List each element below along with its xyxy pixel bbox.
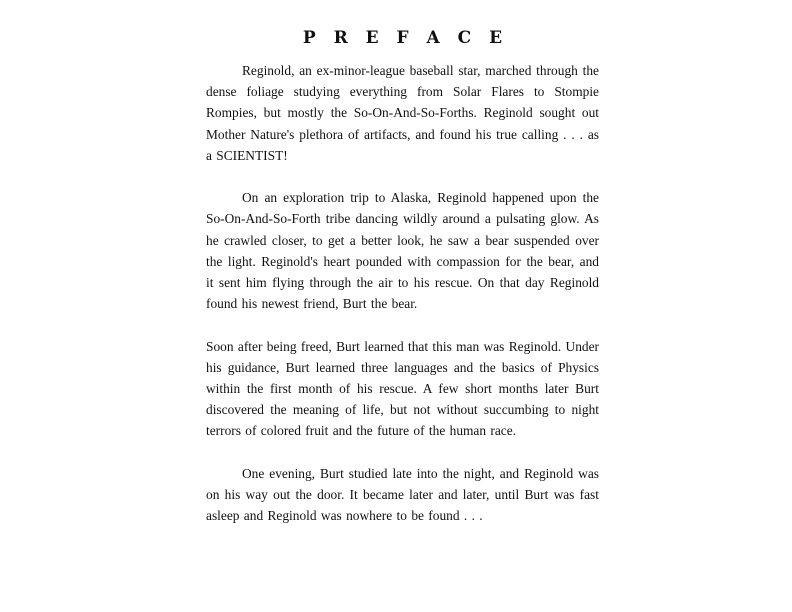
paragraph-3: Soon after being freed, Burt learned that this man was Reginold. Under his guidance, Burt learned three languages and the basics of Physics within the first month of his rescue. A few short months later Burt discovered the meaning of life, but not without succumbing to night terrors of colored fruit and the future of the human race. bbox=[206, 338, 599, 439]
paragraph-4: One evening, Burt studied late into the night, and Reginold was on his way out the door. It became later and later, until Burt was fast asleep and Reginold was nowhere to be found . . . bbox=[206, 465, 599, 524]
page-title: P R E F A C E bbox=[302, 28, 509, 48]
paragraph-2: On an exploration trip to Alaska, Reginold happened upon the So-On-And-So-Forth tribe dancing wildly around a pulsating glow. As he crawled closer, to get a better look, he saw a bear suspended over the light. Reginold's heart pounded with compassion for the bear, and it sent him flying through the air to his rescue. On that day Reginold found his newest friend, Burt the bear. bbox=[206, 190, 599, 312]
paragraph-1: Reginold, an ex-minor-league baseball star, marched through the dense foliage studying everything from Solar Flares to Stompie Rompies, but mostly the So-On-And-So-Forths. Reginold sought out Mother Nature's plethora of artifacts, and found his true calling . . . as a SCIENTIST! bbox=[206, 63, 599, 163]
document-page bbox=[206, 28, 599, 548]
